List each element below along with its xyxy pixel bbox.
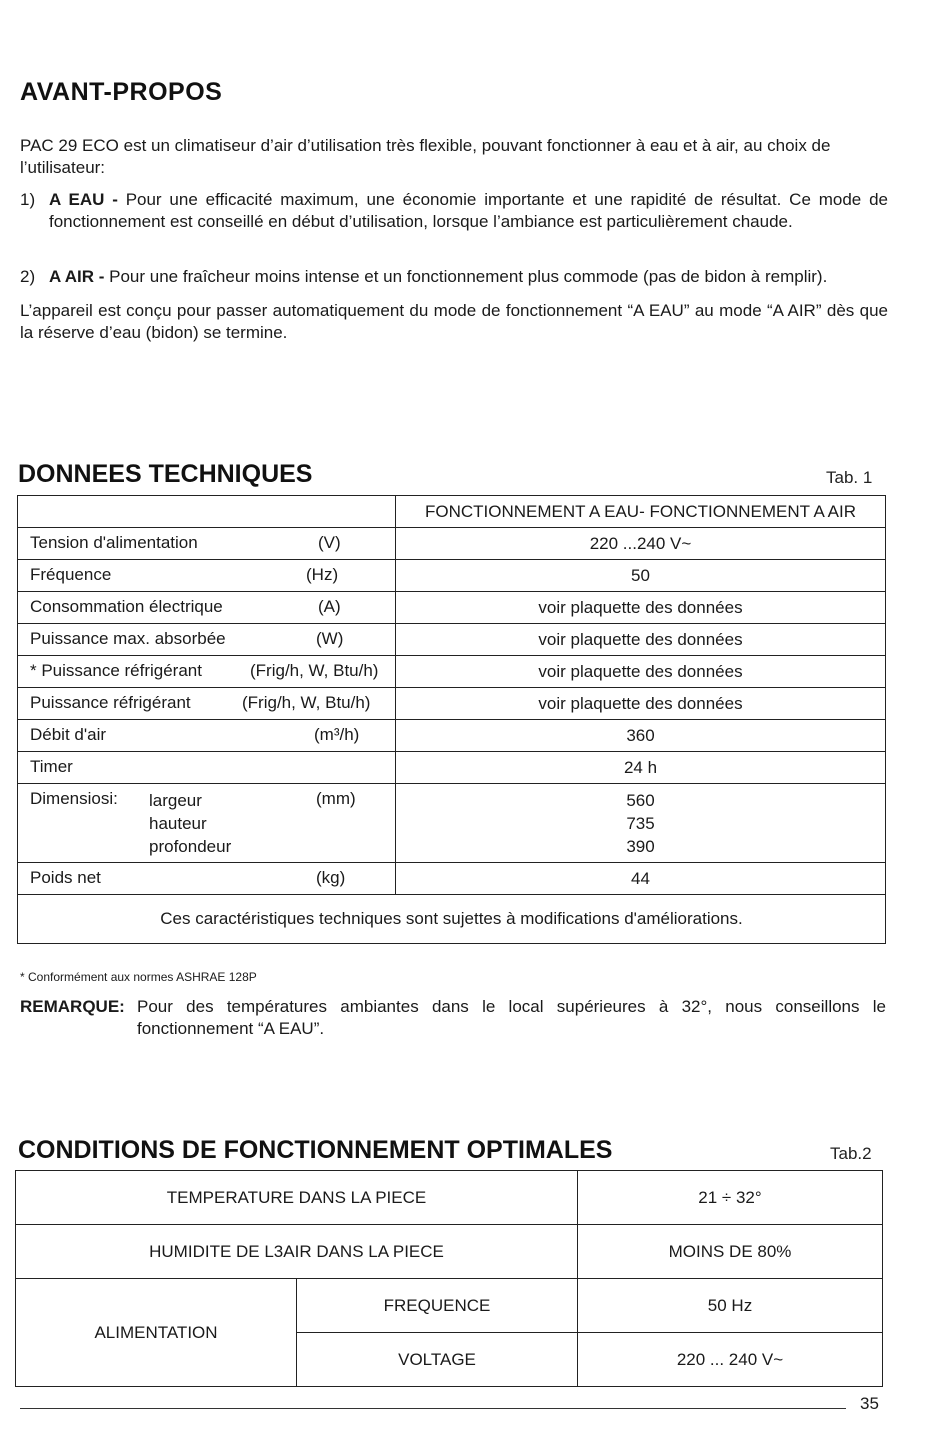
section-title-donnees-techniques: DONNEES TECHNIQUES	[18, 460, 313, 488]
dim-value: 560	[626, 791, 655, 810]
row-unit: (mm)	[316, 789, 356, 808]
table-row	[18, 528, 886, 560]
row-value: 360	[396, 720, 886, 752]
table-row	[18, 863, 886, 895]
row-label: Débit d'air	[30, 725, 107, 744]
technical-data-table	[17, 495, 886, 944]
dim-sub-label: largeur	[149, 791, 202, 810]
row-value: 21 ÷ 32°	[578, 1171, 883, 1225]
table-row	[18, 688, 886, 720]
table-row	[16, 1225, 883, 1279]
table-row	[16, 1171, 883, 1225]
list-item-a-air	[20, 266, 888, 288]
row-label: Puissance max. absorbée	[30, 629, 226, 648]
row-unit: (V)	[318, 533, 341, 552]
table-note-row	[18, 895, 886, 944]
dim-value: 390	[626, 837, 655, 856]
row-value: voir plaquette des données	[396, 656, 886, 688]
row-value: voir plaquette des données	[396, 688, 886, 720]
list-item-a-eau	[20, 189, 888, 233]
table-row	[18, 656, 886, 688]
row-value: voir plaquette des données	[396, 592, 886, 624]
list-item-text: Pour une fraîcheur moins intense et un fonctionnement plus commode (pas de bidon à remplir).	[104, 267, 828, 286]
row-unit: (Frig/h, W, Btu/h)	[250, 661, 379, 680]
footer-rule	[20, 1408, 846, 1409]
table-header-cell: FONCTIONNEMENT A EAU- FONCTIONNEMENT A AIR	[396, 496, 886, 528]
row-sublabel: FREQUENCE	[297, 1279, 578, 1333]
section-title-conditions: CONDITIONS DE FONCTIONNEMENT OPTIMALES	[18, 1136, 613, 1164]
table-row	[18, 752, 886, 784]
remarque-label: REMARQUE:	[20, 997, 125, 1016]
row-unit: (m³/h)	[314, 725, 360, 744]
table-row	[18, 624, 886, 656]
row-value: 50 Hz	[578, 1279, 883, 1333]
dim-sub-label: profondeur	[149, 837, 232, 856]
intro-paragraph: PAC 29 ECO est un climatiseur d’air d’utilisation très flexible, pouvant fonctionner à eau et à air, au choix de l’utilisateur:	[20, 136, 831, 177]
row-value: 50	[396, 560, 886, 592]
row-sublabel: VOLTAGE	[297, 1333, 578, 1387]
table-row	[18, 720, 886, 752]
row-label: Dimensiosi:	[30, 789, 118, 808]
list-item-bold-label: A AIR -	[49, 267, 105, 286]
row-label: Fréquence	[30, 565, 112, 584]
table-row	[18, 560, 886, 592]
row-label: Consommation électrique	[30, 597, 223, 616]
list-item-text: Pour une efficacité maximum, une économie importante et une rapidité de résultat. Ce mode de fonctionnement est conseillé en début d’utilisation, lorsque l’ambiance est particulièrement chaude.	[49, 190, 888, 231]
table-label: Tab.2	[830, 1144, 872, 1163]
row-label: ALIMENTATION	[16, 1279, 297, 1387]
section-title-avant-propos: AVANT-PROPOS	[20, 78, 223, 106]
list-number: 2)	[20, 267, 36, 286]
row-unit: (kg)	[316, 868, 346, 887]
row-label: HUMIDITE DE L3AIR DANS LA PIECE	[16, 1225, 578, 1279]
row-value: MOINS DE 80%	[578, 1225, 883, 1279]
row-label: Timer	[30, 757, 73, 776]
footnote: * Conformément aux normes ASHRAE 128P	[20, 970, 257, 984]
row-value: 24 h	[396, 752, 886, 784]
table-header-row	[18, 496, 886, 528]
table-label: Tab. 1	[826, 468, 873, 487]
list-number: 1)	[20, 190, 36, 209]
page-number: 35	[860, 1394, 879, 1413]
row-label: TEMPERATURE DANS LA PIECE	[16, 1171, 578, 1225]
row-value: voir plaquette des données	[396, 624, 886, 656]
table-row	[16, 1279, 883, 1333]
remarque-text: Pour des températures ambiantes dans le local supérieures à 32°, nous conseillons le fonctionnement “A EAU”.	[137, 997, 886, 1038]
auto-switch-paragraph: L’appareil est conçu pour passer automatiquement du mode de fonctionnement “A EAU” au mode “A AIR” dès que la réserve d’eau (bidon) se termine.	[20, 301, 888, 342]
conditions-table	[15, 1170, 883, 1387]
row-unit: (Frig/h, W, Btu/h)	[242, 693, 371, 712]
row-label: Puissance réfrigérant	[30, 693, 191, 712]
table-row	[18, 592, 886, 624]
dim-value: 735	[626, 814, 655, 833]
row-label: * Puissance réfrigérant	[30, 661, 202, 680]
row-value: 220 ... 240 V~	[578, 1333, 883, 1387]
row-value: 220 ...240 V~	[396, 528, 886, 560]
table-row-dimensions	[18, 784, 886, 863]
row-unit: (Hz)	[306, 565, 339, 584]
row-unit: (A)	[318, 597, 341, 616]
remarque-block	[20, 996, 886, 1038]
list-item-bold-label: A EAU -	[49, 190, 118, 209]
row-label: Tension d'alimentation	[30, 533, 198, 552]
table-note: Ces caractéristiques techniques sont sujettes à modifications d'améliorations.	[18, 895, 886, 944]
dim-sub-label: hauteur	[149, 814, 207, 833]
row-unit: (W)	[316, 629, 344, 648]
row-label: Poids net	[30, 868, 101, 887]
row-value: 44	[396, 863, 886, 895]
